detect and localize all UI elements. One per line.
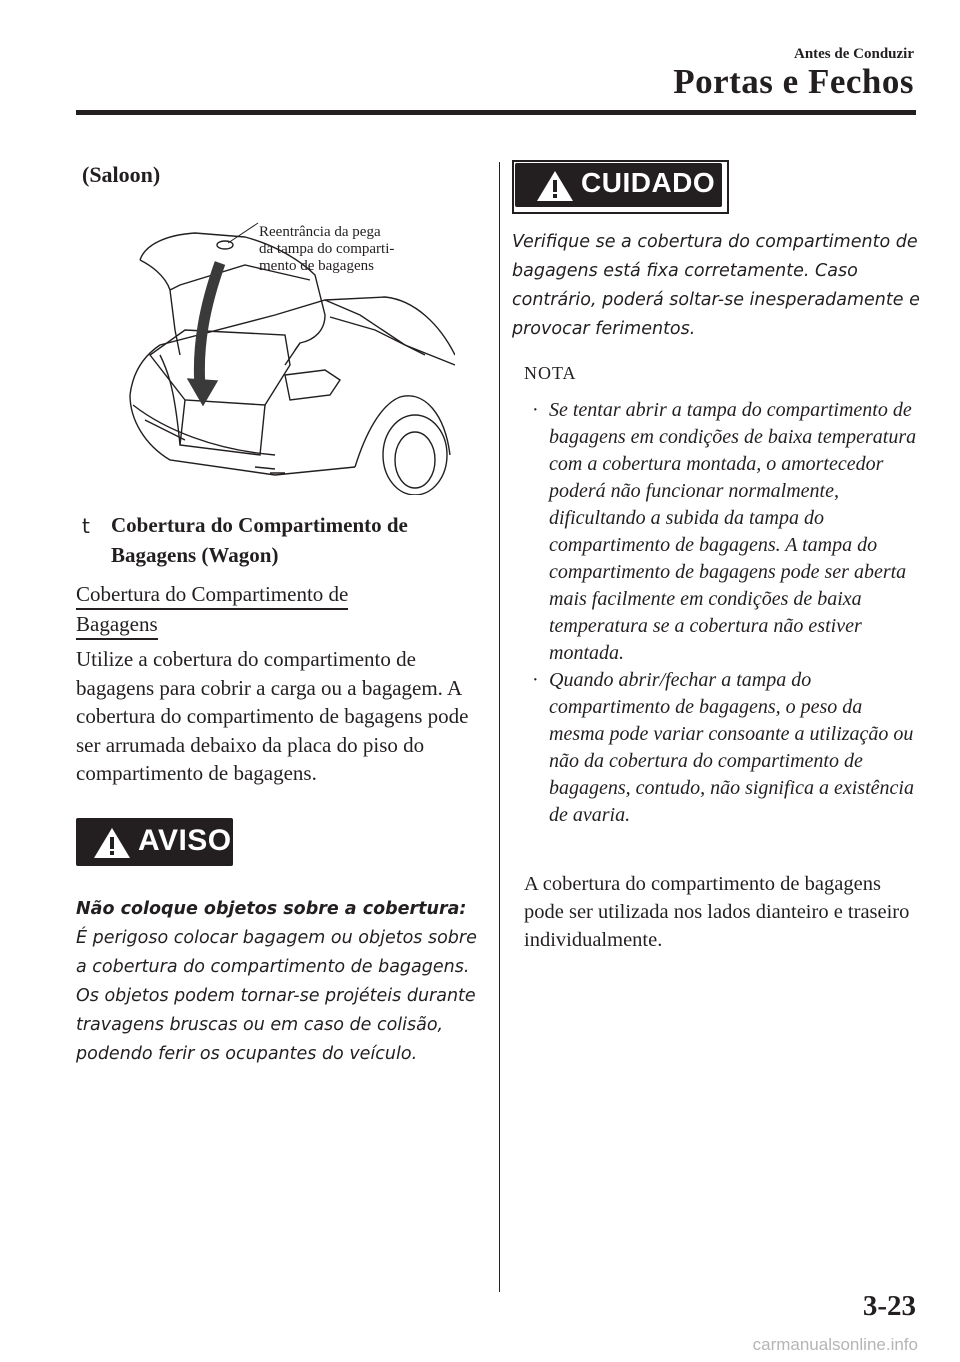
bullet-dot: · (532, 669, 539, 691)
header-rule (76, 110, 916, 115)
body-paragraph: A cobertura do compartimento de bagagens pode ser utilizada nos lados dianteiro e traseiro individualmente. (524, 873, 910, 951)
header-title: Portas e Fechos (673, 62, 914, 101)
section-bullet: t (82, 514, 90, 538)
figure-callout (259, 224, 394, 275)
note-item (532, 667, 922, 829)
warning-banner (76, 818, 233, 866)
note-text: Quando abrir/fechar a tampa do compartimento de bagagens, o peso da mesma pode variar consoante a utilização ou não da cobertura do compartimento de bagagens, contudo, não significa a existência de avaria. (549, 669, 914, 826)
caution-banner (515, 163, 722, 207)
callout-line: Reentrância da pega (259, 224, 381, 240)
subsection-title-line: Bagagens (76, 612, 158, 640)
warning-icon (535, 169, 575, 203)
warning-heading: Não coloque objetos sobre a cobertura: (76, 899, 467, 919)
subsection-title (76, 580, 348, 640)
caution-text: Verifique se a cobertura do compartimento de bagagens está fixa corretamente. Caso contrário, poderá soltar-se inesperadamente e provocar ferimentos. (512, 232, 920, 339)
warning-body: É perigoso colocar bagagem ou objetos sobre a cobertura do compartimento de bagagens. Os objetos podem tornar-se projéteis durante travagens bruscas ou em caso de colisão, podendo ferir os ocupantes do veículo. (76, 928, 477, 1064)
section-title: Cobertura do Compartimento de Bagagens (Wagon) (111, 513, 408, 567)
caution-label: CUIDADO (581, 167, 716, 198)
warning-text (76, 895, 486, 1069)
bullet-dot: · (532, 399, 539, 421)
warning-icon (92, 826, 132, 860)
header-section: Antes de Conduzir (793, 46, 914, 62)
note-item (532, 397, 922, 667)
callout-line: mento de bagagens (259, 258, 374, 274)
note-heading: NOTA (524, 363, 577, 383)
page-number: 3-23 (862, 1290, 916, 1322)
saloon-label: (Saloon) (82, 162, 161, 187)
warning-label: AVISO (138, 824, 232, 857)
callout-line: da tampa do comparti- (259, 241, 395, 257)
note-list (532, 397, 922, 829)
watermark: carmanualsonline.info (752, 1335, 918, 1354)
column-divider (499, 162, 500, 1292)
subsection-title-line: Cobertura do Compartimento de (76, 582, 348, 610)
body-paragraph: Utilize a cobertura do compartimento de bagagens para cobrir a carga ou a bagagem. A cobertura do compartimento de bagagens pode ser arrumada debaixo da placa do piso do compartimento de bagagens. (76, 647, 469, 785)
note-text: Se tentar abrir a tampa do compartimento de bagagens em condições de baixa temperatura com a cobertura montada, o amortecedor poderá não funcionar normalmente, dificultando a subida da tampa do compartimento de bagagens. A tampa do compartimento de bagagens pode ser aberta mais facilmente em condições de baixa temperatura se a cobertura não estiver montada. (549, 399, 917, 664)
